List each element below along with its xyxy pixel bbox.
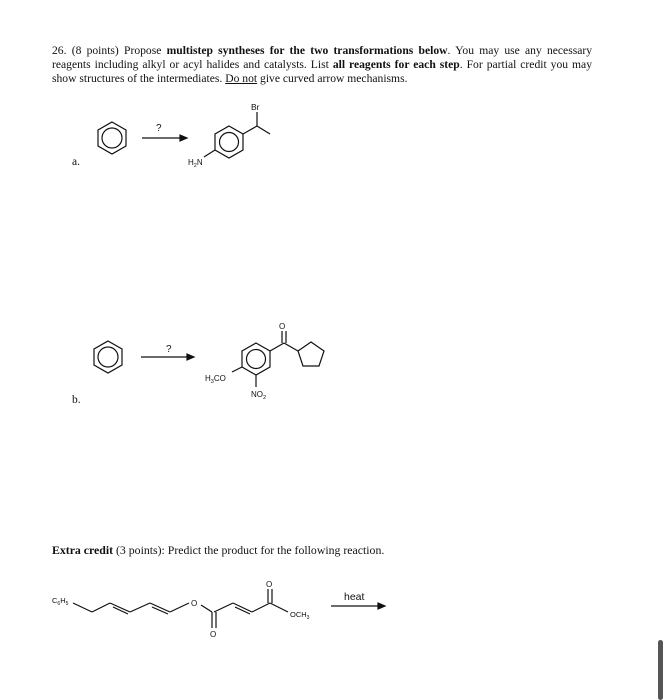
question-end: give curved arrow mechanisms. [260, 72, 408, 86]
question-points: (8 points) [71, 44, 119, 57]
extra-och3-label: $OCH_3$ [290, 610, 310, 621]
part-b-product [232, 331, 324, 387]
part-a-arrow [142, 135, 187, 141]
question-propose: Propose [124, 44, 162, 57]
question-part-3: . For partial credit you may show structures of the intermediates. [52, 58, 592, 86]
part-b-och3-label: $H_3CO$ [205, 374, 226, 385]
extra-carbonyl-o1-label: O [210, 630, 217, 639]
part-a-benzene [98, 122, 126, 154]
question-bold-1: multistep syntheses for the two transformations below [166, 44, 448, 57]
part-b-arrow-label: ? [166, 344, 172, 355]
part-a-arrow-label: ? [156, 123, 162, 134]
question-number: 26. [52, 44, 67, 57]
question-bold-2: all reagents for each step [332, 58, 460, 72]
part-a-br-label: Br [251, 102, 260, 112]
part-b-o-label: O [279, 322, 286, 331]
extra-credit-structure [73, 589, 288, 628]
extra-heat-label: heat [344, 591, 365, 603]
scrollbar-thumb[interactable] [658, 640, 663, 700]
extra-credit-prompt [52, 543, 612, 558]
part-b-benzene [94, 341, 122, 373]
extra-credit-arrow [331, 603, 385, 609]
part-b-no2-label: $NO_2$ [251, 390, 267, 401]
part-a-label: a. [72, 156, 80, 168]
extra-carbonyl-o2-label: O [266, 580, 273, 589]
extra-c6h5-label: $C_6H_5$ [52, 596, 69, 607]
scrollbar[interactable] [652, 0, 666, 700]
extra-ether-o-label: O [191, 599, 198, 608]
part-a-product [204, 112, 270, 158]
part-b-label: b. [72, 394, 81, 406]
question-part-2: . You may use any necessary reagents including alkyl or acyl halides and catalysts. List [52, 44, 593, 72]
part-a-nh2-label: $H_2N$ [188, 158, 203, 169]
extra-credit-text: (3 points): Predict the product for the following reaction. [113, 543, 385, 557]
question-underline: Do not [225, 72, 258, 86]
extra-credit-bold: Extra credit [52, 543, 114, 557]
